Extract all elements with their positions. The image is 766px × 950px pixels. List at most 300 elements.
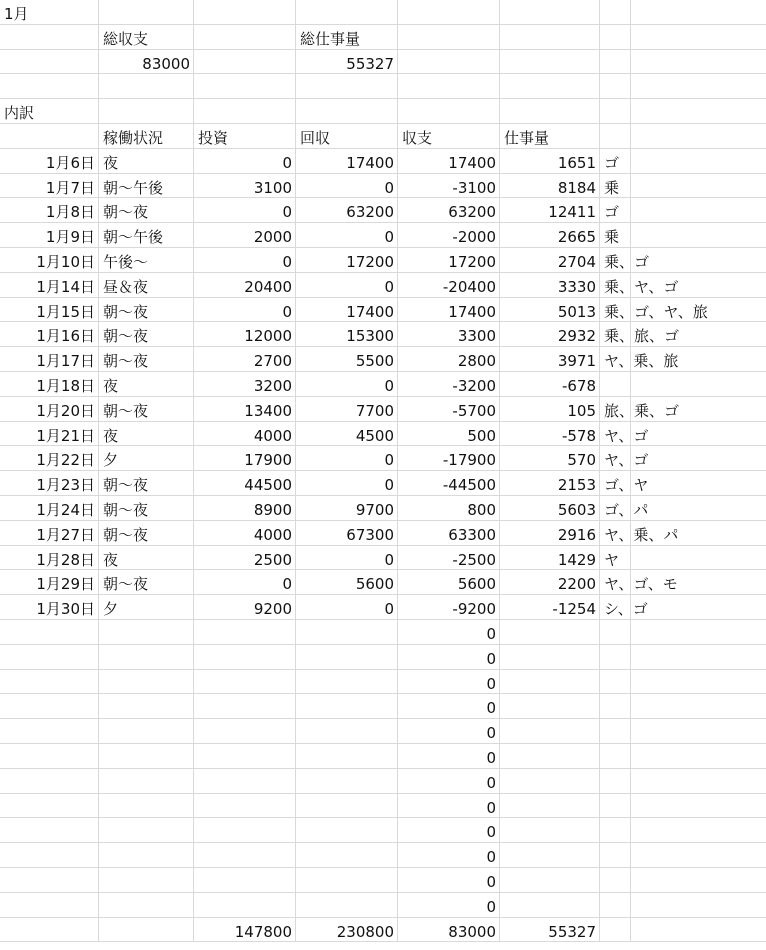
empty-cell[interactable] xyxy=(296,0,398,25)
empty-cell[interactable] xyxy=(500,74,600,99)
empty-cell[interactable] xyxy=(631,25,766,50)
investment-cell[interactable] xyxy=(194,496,296,521)
empty-cell[interactable] xyxy=(296,74,398,99)
header-investment[interactable] xyxy=(194,124,296,149)
header-recovery[interactable] xyxy=(296,124,398,149)
balance-cell[interactable] xyxy=(398,322,500,347)
balance-cell[interactable] xyxy=(398,868,500,893)
empty-cell[interactable] xyxy=(600,694,631,719)
note-cell[interactable] xyxy=(600,372,631,397)
empty-cell[interactable] xyxy=(0,769,99,794)
empty-cell[interactable] xyxy=(0,794,99,819)
empty-cell[interactable] xyxy=(0,843,99,868)
note-cell[interactable] xyxy=(600,347,679,372)
date-cell[interactable] xyxy=(0,298,99,323)
status-cell[interactable] xyxy=(99,198,194,223)
balance-cell[interactable] xyxy=(398,769,500,794)
empty-cell[interactable] xyxy=(500,843,600,868)
investment-cell[interactable] xyxy=(194,372,296,397)
date-cell[interactable] xyxy=(0,521,99,546)
note-cell[interactable] xyxy=(600,521,679,546)
empty-cell[interactable] xyxy=(194,769,296,794)
empty-cell[interactable] xyxy=(631,446,766,471)
date-cell[interactable] xyxy=(0,198,99,223)
work-cell-value: 8184 xyxy=(557,178,596,197)
empty-cell[interactable] xyxy=(631,818,766,843)
empty-cell[interactable] xyxy=(631,918,766,943)
status-cell[interactable] xyxy=(99,174,194,199)
empty-cell[interactable] xyxy=(0,670,99,695)
empty-cell[interactable] xyxy=(0,868,99,893)
empty-cell[interactable] xyxy=(296,620,398,645)
empty-cell[interactable] xyxy=(500,694,600,719)
empty-cell[interactable] xyxy=(631,744,766,769)
investment-cell[interactable] xyxy=(194,322,296,347)
empty-cell[interactable] xyxy=(631,670,766,695)
investment-cell[interactable] xyxy=(194,174,296,199)
total-income-label[interactable] xyxy=(99,25,194,50)
empty-cell[interactable] xyxy=(296,868,398,893)
status-cell[interactable] xyxy=(99,273,194,298)
empty-cell[interactable] xyxy=(296,794,398,819)
empty-cell[interactable] xyxy=(0,818,99,843)
empty-cell[interactable] xyxy=(631,546,766,571)
empty-cell[interactable] xyxy=(631,50,766,75)
empty-cell[interactable] xyxy=(600,719,631,744)
work-cell[interactable] xyxy=(500,198,600,223)
work-cell[interactable] xyxy=(500,174,600,199)
work-cell[interactable] xyxy=(500,595,600,620)
empty-cell[interactable] xyxy=(296,670,398,695)
empty-cell[interactable] xyxy=(631,372,766,397)
empty-cell[interactable] xyxy=(631,0,766,25)
work-cell[interactable] xyxy=(500,273,600,298)
empty-cell[interactable] xyxy=(631,595,766,620)
empty-cell[interactable] xyxy=(600,918,631,943)
empty-cell[interactable] xyxy=(600,843,631,868)
recovery-cell[interactable] xyxy=(296,248,398,273)
empty-cell[interactable] xyxy=(500,769,600,794)
empty-cell[interactable] xyxy=(99,818,194,843)
empty-cell[interactable] xyxy=(398,25,500,50)
empty-cell[interactable] xyxy=(99,99,194,124)
empty-cell[interactable] xyxy=(600,769,631,794)
balance-cell[interactable] xyxy=(398,446,500,471)
date-cell[interactable] xyxy=(0,372,99,397)
work-cell[interactable] xyxy=(500,248,600,273)
empty-cell[interactable] xyxy=(194,744,296,769)
work-cell[interactable] xyxy=(500,471,600,496)
empty-cell[interactable] xyxy=(99,719,194,744)
date-cell-value: 1月24日 xyxy=(36,501,95,519)
empty-cell[interactable] xyxy=(99,868,194,893)
balance-cell[interactable] xyxy=(398,198,500,223)
investment-cell[interactable] xyxy=(194,149,296,174)
empty-cell[interactable] xyxy=(500,50,600,75)
work-cell[interactable] xyxy=(500,546,600,571)
status-cell[interactable] xyxy=(99,248,194,273)
status-cell[interactable] xyxy=(99,149,194,174)
empty-cell[interactable] xyxy=(500,868,600,893)
empty-cell[interactable] xyxy=(0,719,99,744)
recovery-cell[interactable] xyxy=(296,471,398,496)
empty-cell[interactable] xyxy=(194,694,296,719)
balance-cell[interactable] xyxy=(398,893,500,918)
note-cell[interactable] xyxy=(600,546,631,571)
empty-cell[interactable] xyxy=(631,769,766,794)
recovery-cell[interactable] xyxy=(296,397,398,422)
empty-cell[interactable] xyxy=(296,843,398,868)
balance-cell[interactable] xyxy=(398,372,500,397)
investment-cell[interactable] xyxy=(194,347,296,372)
table-row xyxy=(0,248,766,273)
empty-cell[interactable] xyxy=(600,794,631,819)
empty-cell[interactable] xyxy=(0,620,99,645)
empty-cell[interactable] xyxy=(99,918,194,943)
recovery-cell[interactable] xyxy=(296,347,398,372)
balance-cell[interactable] xyxy=(398,273,500,298)
balance-cell[interactable] xyxy=(398,496,500,521)
empty-cell[interactable] xyxy=(194,0,296,25)
work-cell[interactable] xyxy=(500,570,600,595)
empty-cell[interactable] xyxy=(600,744,631,769)
empty-cell[interactable] xyxy=(600,25,631,50)
status-cell[interactable] xyxy=(99,570,194,595)
investment-cell[interactable] xyxy=(194,223,296,248)
work-cell[interactable] xyxy=(500,149,600,174)
empty-cell[interactable] xyxy=(600,645,631,670)
date-cell[interactable] xyxy=(0,223,99,248)
empty-cell[interactable] xyxy=(194,843,296,868)
date-cell[interactable] xyxy=(0,248,99,273)
work-cell[interactable] xyxy=(500,521,600,546)
empty-cell[interactable] xyxy=(194,620,296,645)
empty-cell[interactable] xyxy=(99,670,194,695)
balance-cell[interactable] xyxy=(398,471,500,496)
recovery-cell[interactable] xyxy=(296,174,398,199)
date-cell[interactable] xyxy=(0,422,99,447)
balance-cell[interactable] xyxy=(398,149,500,174)
investment-cell[interactable] xyxy=(194,446,296,471)
investment-cell[interactable] xyxy=(194,595,296,620)
date-cell[interactable] xyxy=(0,546,99,571)
empty-cell[interactable] xyxy=(500,670,600,695)
balance-cell[interactable] xyxy=(398,794,500,819)
empty-cell[interactable] xyxy=(631,893,766,918)
recovery-cell[interactable] xyxy=(296,198,398,223)
empty-cell[interactable] xyxy=(631,223,766,248)
empty-cell[interactable] xyxy=(500,719,600,744)
balance-cell[interactable] xyxy=(398,818,500,843)
status-cell[interactable] xyxy=(99,298,194,323)
empty-cell[interactable] xyxy=(194,719,296,744)
investment-cell[interactable] xyxy=(194,273,296,298)
status-cell[interactable] xyxy=(99,223,194,248)
empty-cell[interactable] xyxy=(194,74,296,99)
note-cell[interactable] xyxy=(600,496,649,521)
status-cell[interactable] xyxy=(99,496,194,521)
status-cell[interactable] xyxy=(99,347,194,372)
empty-cell[interactable] xyxy=(0,124,99,149)
date-cell[interactable] xyxy=(0,149,99,174)
balance-cell[interactable] xyxy=(398,744,500,769)
empty-cell[interactable] xyxy=(631,471,766,496)
note-cell[interactable] xyxy=(600,397,680,422)
empty-cell[interactable] xyxy=(631,794,766,819)
recovery-cell[interactable] xyxy=(296,273,398,298)
status-cell[interactable] xyxy=(99,546,194,571)
empty-cell[interactable] xyxy=(0,918,99,943)
balance-cell[interactable] xyxy=(398,546,500,571)
empty-cell[interactable] xyxy=(99,645,194,670)
empty-cell[interactable] xyxy=(631,868,766,893)
status-cell[interactable] xyxy=(99,372,194,397)
investment-cell[interactable] xyxy=(194,198,296,223)
empty-cell[interactable] xyxy=(99,893,194,918)
note-cell[interactable] xyxy=(600,422,649,447)
total-recovery[interactable] xyxy=(296,918,398,943)
empty-cell[interactable] xyxy=(194,818,296,843)
status-cell[interactable] xyxy=(99,521,194,546)
empty-cell[interactable] xyxy=(600,50,631,75)
recovery-cell[interactable] xyxy=(296,422,398,447)
balance-cell[interactable] xyxy=(398,620,500,645)
empty-cell[interactable] xyxy=(600,99,631,124)
empty-cell[interactable] xyxy=(500,818,600,843)
empty-cell[interactable] xyxy=(296,818,398,843)
empty-cell[interactable] xyxy=(631,174,766,199)
date-cell[interactable] xyxy=(0,446,99,471)
empty-cell[interactable] xyxy=(0,25,99,50)
investment-cell[interactable] xyxy=(194,397,296,422)
empty-cell[interactable] xyxy=(99,744,194,769)
work-cell[interactable] xyxy=(500,298,600,323)
recovery-cell[interactable] xyxy=(296,446,398,471)
empty-cell[interactable] xyxy=(600,124,631,149)
investment-cell[interactable] xyxy=(194,422,296,447)
empty-cell[interactable] xyxy=(296,769,398,794)
empty-cell[interactable] xyxy=(99,769,194,794)
date-cell[interactable] xyxy=(0,570,99,595)
date-cell[interactable] xyxy=(0,322,99,347)
recovery-cell[interactable] xyxy=(296,496,398,521)
status-cell[interactable] xyxy=(99,397,194,422)
empty-cell[interactable] xyxy=(600,620,631,645)
empty-cell[interactable] xyxy=(194,893,296,918)
recovery-cell[interactable] xyxy=(296,149,398,174)
empty-cell[interactable] xyxy=(500,25,600,50)
empty-cell[interactable] xyxy=(631,719,766,744)
empty-cell[interactable] xyxy=(500,893,600,918)
date-cell[interactable] xyxy=(0,397,99,422)
empty-cell[interactable] xyxy=(631,620,766,645)
empty-cell[interactable] xyxy=(194,50,296,75)
breakdown-label[interactable] xyxy=(0,99,99,124)
note-cell[interactable] xyxy=(600,273,679,298)
balance-cell[interactable] xyxy=(398,223,500,248)
date-cell[interactable] xyxy=(0,174,99,199)
empty-cell[interactable] xyxy=(99,794,194,819)
empty-cell[interactable] xyxy=(398,50,500,75)
work-cell[interactable] xyxy=(500,397,600,422)
empty-cell[interactable] xyxy=(194,670,296,695)
status-cell[interactable] xyxy=(99,446,194,471)
empty-cell[interactable] xyxy=(631,843,766,868)
work-cell[interactable] xyxy=(500,372,600,397)
investment-cell[interactable] xyxy=(194,248,296,273)
note-cell[interactable] xyxy=(600,174,631,199)
recovery-cell[interactable] xyxy=(296,298,398,323)
empty-cell[interactable] xyxy=(631,422,766,447)
empty-cell[interactable] xyxy=(99,843,194,868)
work-cell[interactable] xyxy=(500,347,600,372)
empty-cell[interactable] xyxy=(631,645,766,670)
empty-cell[interactable] xyxy=(0,744,99,769)
empty-cell[interactable] xyxy=(600,670,631,695)
empty-cell[interactable] xyxy=(194,99,296,124)
recovery-cell[interactable] xyxy=(296,570,398,595)
empty-cell[interactable] xyxy=(296,645,398,670)
empty-cell[interactable] xyxy=(0,694,99,719)
empty-cell[interactable] xyxy=(600,0,631,25)
empty-cell[interactable] xyxy=(600,818,631,843)
empty-cell[interactable] xyxy=(500,0,600,25)
empty-cell[interactable] xyxy=(600,893,631,918)
date-cell[interactable] xyxy=(0,595,99,620)
status-cell[interactable] xyxy=(99,322,194,347)
empty-cell[interactable] xyxy=(398,0,500,25)
header-status[interactable] xyxy=(99,124,194,149)
month-label[interactable] xyxy=(0,0,99,25)
work-cell[interactable] xyxy=(500,322,600,347)
recovery-cell[interactable] xyxy=(296,546,398,571)
balance-cell[interactable] xyxy=(398,719,500,744)
note-cell[interactable] xyxy=(600,570,678,595)
recovery-cell[interactable] xyxy=(296,322,398,347)
empty-cell[interactable] xyxy=(296,893,398,918)
recovery-cell[interactable] xyxy=(296,521,398,546)
total-balance[interactable] xyxy=(398,918,500,943)
empty-cell[interactable] xyxy=(500,744,600,769)
empty-cell[interactable] xyxy=(99,74,194,99)
balance-cell[interactable] xyxy=(398,570,500,595)
balance-cell[interactable] xyxy=(398,521,500,546)
investment-cell[interactable] xyxy=(194,546,296,571)
note-cell[interactable] xyxy=(600,446,649,471)
empty-cell[interactable] xyxy=(631,124,766,149)
empty-cell[interactable] xyxy=(631,694,766,719)
empty-cell[interactable] xyxy=(631,496,766,521)
note-cell[interactable] xyxy=(600,298,708,323)
empty-cell[interactable] xyxy=(0,645,99,670)
empty-cell[interactable] xyxy=(296,99,398,124)
header-balance[interactable] xyxy=(398,124,500,149)
balance-cell[interactable] xyxy=(398,645,500,670)
investment-cell[interactable] xyxy=(194,471,296,496)
recovery-cell[interactable] xyxy=(296,223,398,248)
note-cell[interactable] xyxy=(600,595,648,620)
total-investment[interactable] xyxy=(194,918,296,943)
recovery-cell[interactable] xyxy=(296,595,398,620)
empty-cell[interactable] xyxy=(631,74,766,99)
note-cell[interactable] xyxy=(600,149,631,174)
empty-cell[interactable] xyxy=(194,794,296,819)
empty-cell[interactable] xyxy=(500,645,600,670)
work-cell[interactable] xyxy=(500,496,600,521)
date-cell[interactable] xyxy=(0,347,99,372)
total-work-value[interactable] xyxy=(296,50,398,75)
empty-cell[interactable] xyxy=(398,99,500,124)
balance-cell[interactable] xyxy=(398,670,500,695)
total-work-label[interactable] xyxy=(296,25,398,50)
status-cell[interactable] xyxy=(99,595,194,620)
recovery-cell[interactable] xyxy=(296,372,398,397)
work-cell[interactable] xyxy=(500,446,600,471)
work-cell[interactable] xyxy=(500,422,600,447)
note-cell[interactable] xyxy=(600,471,649,496)
empty-cell[interactable] xyxy=(296,719,398,744)
total-income-value[interactable] xyxy=(99,50,194,75)
note-cell[interactable] xyxy=(600,223,631,248)
balance-cell[interactable] xyxy=(398,248,500,273)
header-work[interactable] xyxy=(500,124,600,149)
empty-cell[interactable] xyxy=(631,149,766,174)
investment-cell[interactable] xyxy=(194,298,296,323)
date-cell[interactable] xyxy=(0,273,99,298)
empty-cell[interactable] xyxy=(0,893,99,918)
empty-cell[interactable] xyxy=(0,50,99,75)
balance-cell[interactable] xyxy=(398,174,500,199)
empty-cell[interactable] xyxy=(600,74,631,99)
note-cell[interactable] xyxy=(600,322,680,347)
note-cell[interactable] xyxy=(600,248,650,273)
balance-cell[interactable] xyxy=(398,843,500,868)
empty-cell[interactable] xyxy=(99,694,194,719)
empty-cell[interactable] xyxy=(631,248,766,273)
note-cell[interactable] xyxy=(600,198,631,223)
empty-cell[interactable] xyxy=(99,0,194,25)
status-cell[interactable] xyxy=(99,471,194,496)
empty-cell[interactable] xyxy=(500,794,600,819)
empty-cell[interactable] xyxy=(631,198,766,223)
balance-cell[interactable] xyxy=(398,694,500,719)
total-work[interactable] xyxy=(500,918,600,943)
status-cell[interactable] xyxy=(99,422,194,447)
empty-cell[interactable] xyxy=(500,99,600,124)
date-cell[interactable] xyxy=(0,471,99,496)
work-cell[interactable] xyxy=(500,223,600,248)
balance-cell[interactable] xyxy=(398,347,500,372)
balance-cell[interactable] xyxy=(398,595,500,620)
empty-cell[interactable] xyxy=(194,645,296,670)
empty-cell[interactable] xyxy=(99,620,194,645)
date-cell[interactable] xyxy=(0,496,99,521)
empty-cell[interactable] xyxy=(0,74,99,99)
empty-cell[interactable] xyxy=(194,868,296,893)
balance-cell[interactable] xyxy=(398,298,500,323)
empty-cell[interactable] xyxy=(296,694,398,719)
empty-cell[interactable] xyxy=(631,99,766,124)
empty-cell[interactable] xyxy=(500,620,600,645)
empty-cell[interactable] xyxy=(194,25,296,50)
investment-cell[interactable] xyxy=(194,521,296,546)
empty-cell[interactable] xyxy=(398,74,500,99)
empty-cell[interactable] xyxy=(600,868,631,893)
investment-cell[interactable] xyxy=(194,570,296,595)
balance-cell[interactable] xyxy=(398,422,500,447)
balance-cell[interactable] xyxy=(398,397,500,422)
empty-cell[interactable] xyxy=(296,744,398,769)
